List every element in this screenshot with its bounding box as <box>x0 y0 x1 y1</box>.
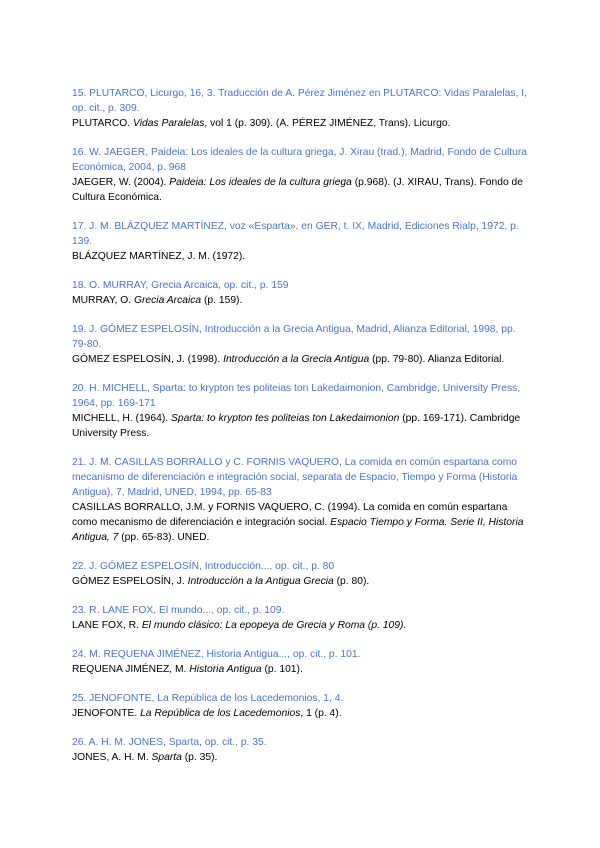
note-entry <box>72 603 532 633</box>
note-reference: 20. H. MICHELL, Sparta: to krypton tes politeias ton Lakedaimonion, Cambridge, University Press, 1964, pp. 169-171 <box>72 383 521 409</box>
citation-italic-title: Vidas Paralelas <box>133 118 205 129</box>
citation-tail: , 1 (p. 4). <box>300 708 342 719</box>
note-citation <box>72 249 532 264</box>
citation-italic-title: Historia Antigua <box>189 664 262 675</box>
citation-text: GÓMEZ ESPELOSÍN, J. (1998). <box>72 354 224 365</box>
note-citation <box>72 662 532 677</box>
citation-italic-title: Sparta <box>151 752 182 763</box>
citation-italic-title: Introducción a la Antigua Grecia <box>187 576 334 587</box>
note-reference: 26. A. H. M. JONES, Sparta, op. cit., p. 35. <box>72 737 267 748</box>
note-entry <box>72 647 532 677</box>
note-citation <box>72 293 532 308</box>
citation-italic-title: Paideia: Los ideales de la cultura griega <box>169 177 352 188</box>
citation-tail: , vol 1 (p. 309). (A. PÉREZ JIMÉNEZ, Trans). Licurgo. <box>204 118 451 129</box>
citation-text: MICHELL, H. (1964). <box>72 413 171 424</box>
note-entry <box>72 455 532 545</box>
citation-tail: (p. 159). <box>201 295 243 306</box>
note-citation <box>72 618 532 633</box>
note-entry <box>72 278 532 308</box>
note-citation <box>72 500 532 545</box>
notes-page <box>72 86 532 779</box>
note-reference: 15. PLUTARCO, Licurgo, 16, 3. Traducción de A. Pérez Jiménez en PLUTARCO: Vidas Paralelas, I, op. cit., p. 309. <box>72 88 527 114</box>
citation-text: JONES, A. H. M. <box>72 752 152 763</box>
citation-text: BLÁZQUEZ MARTÍNEZ, J. M. (1972). <box>72 251 246 262</box>
note-citation <box>72 574 532 589</box>
citation-text: REQUENA JIMÉNEZ, M. <box>72 664 190 675</box>
citation-italic-title: Introducción a la Grecia Antigua <box>223 354 370 365</box>
citation-text: CASILLAS BORRALLO, J.M. y FORNIS VAQUERO, C. (1994). La comida en común espartana como mecanismo de diferenciación e integración social. <box>72 502 508 528</box>
citation-italic-title: La República de los Lacedemonios <box>140 708 301 719</box>
note-reference: 18. O. MURRAY, Grecia Arcaica, op. cit., p. 159 <box>72 280 289 291</box>
citation-text: LANE FOX, R. <box>72 620 142 631</box>
citation-tail: (pp. 65-83). UNED. <box>118 532 210 543</box>
citation-italic-title: Sparta: to krypton tes politeias ton Lakedaimonion <box>171 413 400 424</box>
note-citation <box>72 706 532 721</box>
citation-tail: (p.968). (J. XIRAU, Trans). Fondo de Cultura Económica. <box>72 177 524 203</box>
citation-text: GÓMEZ ESPELOSÍN, J. <box>72 576 188 587</box>
note-citation <box>72 352 532 367</box>
citation-italic-title: Espacio Tiempo y Forma. Serie II, Historia Antigua, 7 <box>72 517 524 543</box>
citation-italic-title: El mundo clásico: La epopeya de Grecia y Roma (p. 109). <box>141 620 407 631</box>
citation-text: PLUTARCO. <box>72 118 134 129</box>
note-reference: 24. M. REQUENA JIMÉNEZ, Historia Antigua..., op. cit., p. 101. <box>72 649 361 660</box>
note-citation <box>72 411 532 441</box>
note-reference: 22. J. GÓMEZ ESPELOSÍN, Introducción..., op. cit., p. 80 <box>72 561 335 572</box>
note-reference: 21. J. M. CASILLAS BORRALLO y C. FORNIS VAQUERO, La comida en común espartana como mecanismo de diferenciación e integración social, separata de Espacio, Tiempo y Forma (Historia Antigua), 7, Madrid, UNED, 1994, pp. 65-83 <box>72 457 518 498</box>
note-entry <box>72 86 532 131</box>
citation-tail: (p. 35). <box>181 752 218 763</box>
note-citation <box>72 116 532 131</box>
citation-italic-title: Grecia Arcaica <box>133 295 202 306</box>
citation-tail: (pp. 79-80). Alianza Editorial. <box>369 354 505 365</box>
note-reference: 17. J. M. BLÁZQUEZ MARTÍNEZ, voz «Esparta», en GER, t. IX, Madrid, Ediciones Rialp, 1972, p. 139. <box>72 221 519 247</box>
note-citation <box>72 175 532 205</box>
citation-tail: (p. 101). <box>261 664 303 675</box>
note-reference: 23. R. LANE FOX, El mundo..., op. cit., p. 109. <box>72 605 285 616</box>
note-entry <box>72 145 532 205</box>
citation-text: JAEGER, W. (2004). <box>72 177 170 188</box>
citation-tail: (p. 80). <box>333 576 370 587</box>
note-entry <box>72 735 532 765</box>
citation-tail: (pp. 169-171). Cambridge University Press. <box>72 413 521 439</box>
note-reference: 19. J. GÓMEZ ESPELOSÍN, Introducción a la Grecia Antigua, Madrid, Alianza Editorial, 1998, pp. 79-80. <box>72 324 516 350</box>
note-entry <box>72 322 532 367</box>
citation-text: JENOFONTE. <box>72 708 141 719</box>
note-reference: 25. JENOFONTE, La República de los Lacedemonios, 1, 4. <box>72 693 344 704</box>
note-entry <box>72 559 532 589</box>
note-reference: 16. W. JAEGER, Paideia: Los ideales de la cultura griega, J. Xirau (trad.), Madrid, Fondo de Cultura Económica, 2004, p. 968 <box>72 147 528 173</box>
note-citation <box>72 750 532 765</box>
note-entry <box>72 691 532 721</box>
note-entry <box>72 381 532 441</box>
note-entry <box>72 219 532 264</box>
citation-text: MURRAY, O. <box>72 295 134 306</box>
